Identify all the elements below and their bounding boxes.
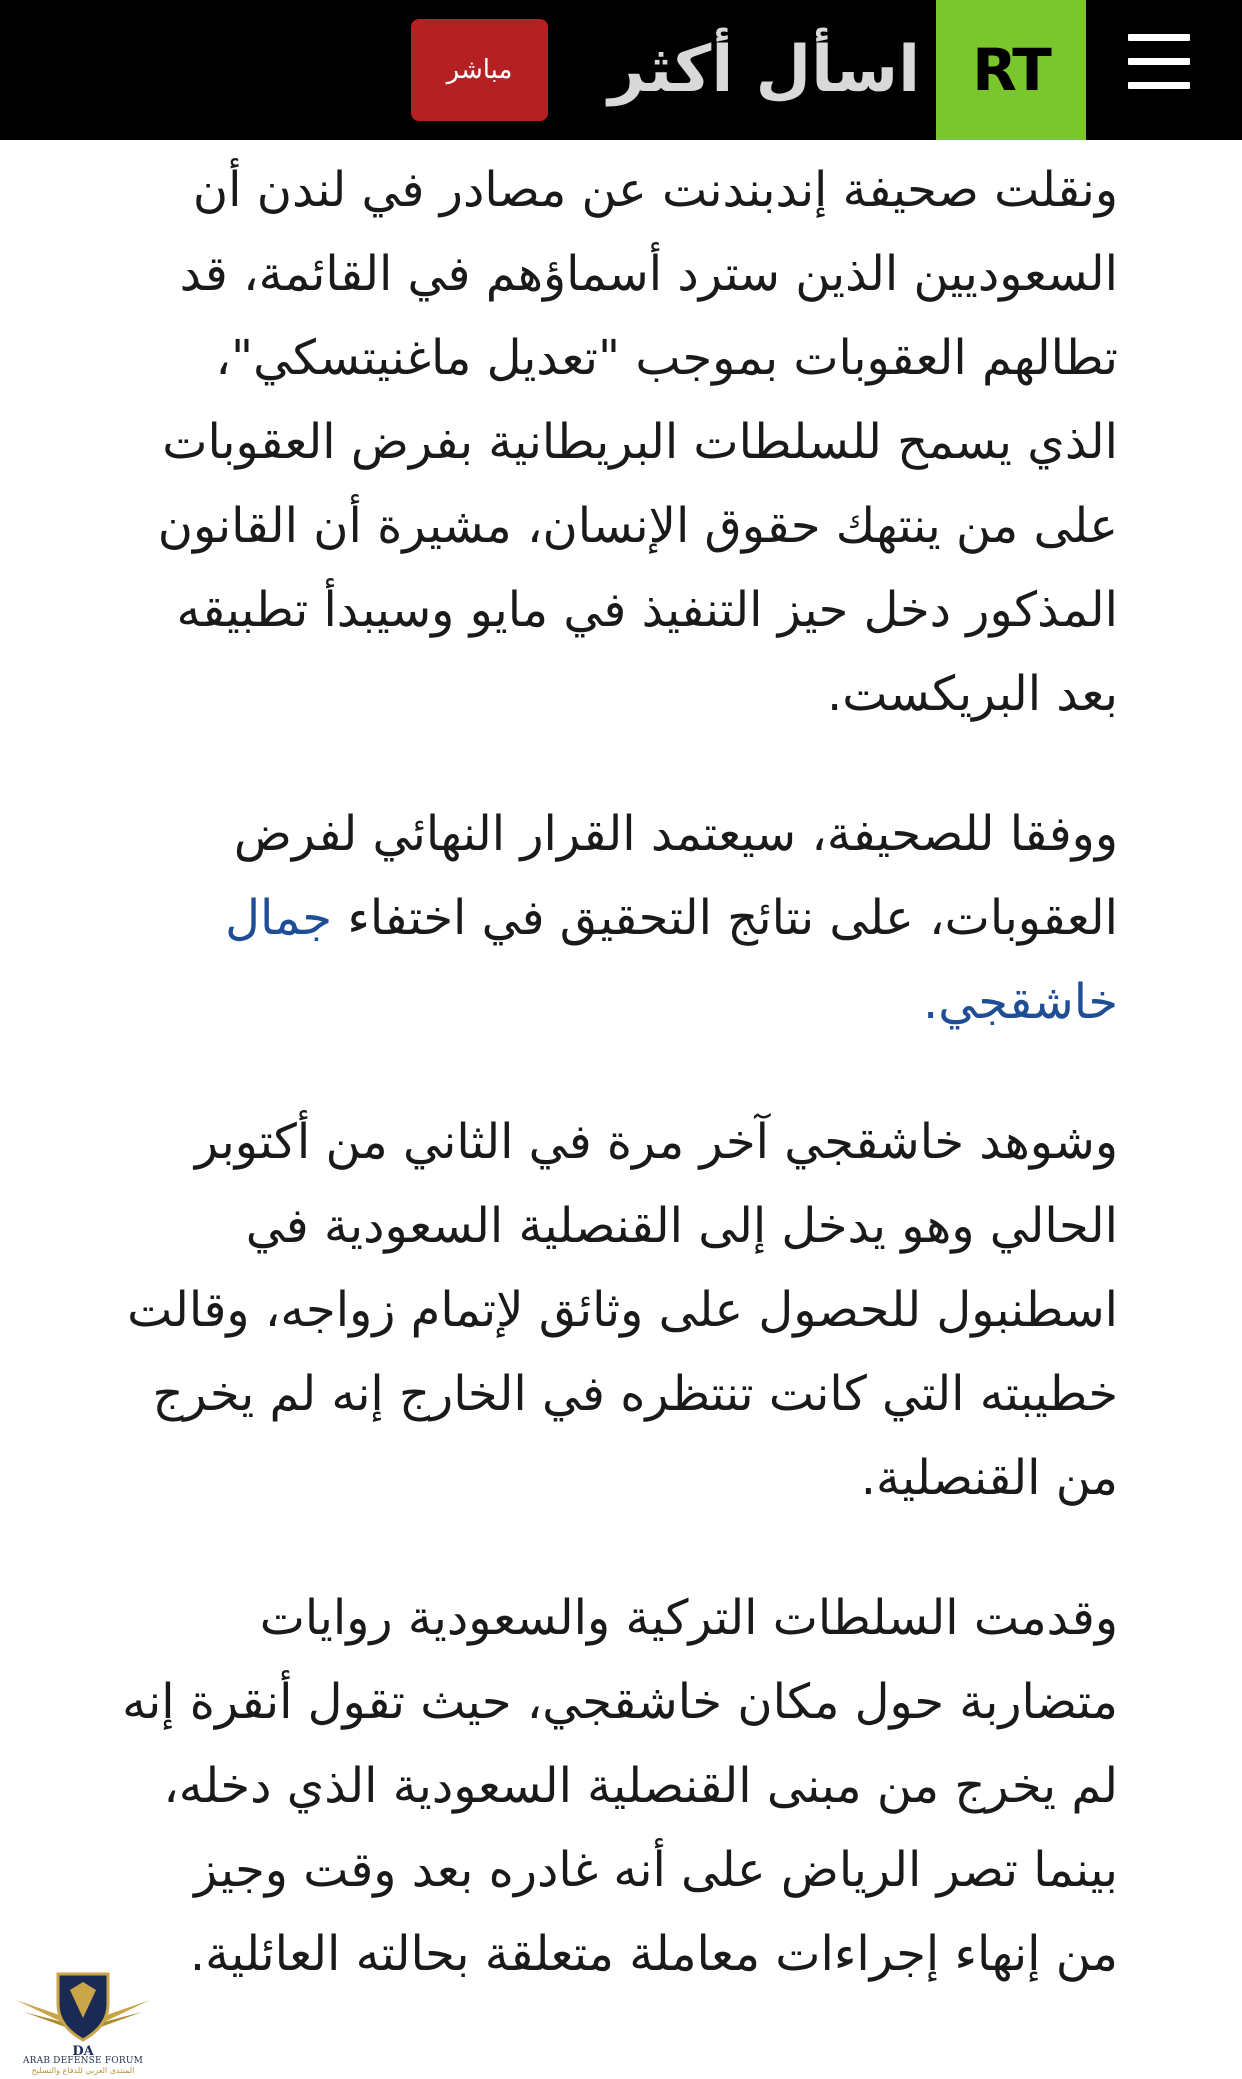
forum-emblem-icon — [8, 1960, 158, 2060]
hamburger-menu-icon — [1128, 58, 1190, 65]
paragraph-2-text: ووفقا للصحيفة، سيعتمد القرار النهائي لفرض العقوبات، على نتائج التحقيق في اختفاء — [233, 806, 1118, 946]
menu-button[interactable] — [1128, 34, 1192, 90]
forum-mark-text: DA — [72, 2044, 94, 2059]
rt-logo[interactable] — [936, 0, 1086, 140]
hamburger-menu-icon — [1128, 82, 1190, 89]
forum-watermark — [8, 1960, 158, 2076]
paragraph-1: ونقلت صحيفة إندبندنت عن مصادر في لندن أن السعوديين الذين سترد أسماؤهم في القائمة، قد تطالهم العقوبات بموجب "تعديل ماغنيتسكي"، الذي يسمح للسلطات البريطانية بفرض العقوبات على من ينتهك حقوق الإنسان، مشيرة أن القانون المذكور دخل حيز التنفيذ في مايو وسيبدأ تطبيقه بعد البريكست. — [157, 162, 1118, 722]
rt-logo-text: RT — [972, 36, 1050, 104]
hamburger-menu-icon — [1128, 34, 1190, 41]
paragraph-2 — [120, 792, 1118, 1044]
paragraph-4: وقدمت السلطات التركية والسعودية روايات متضاربة حول مكان خاشقجي، حيث تقول أنقرة إنه لم يخرج من مبنى القنصلية السعودية الذي دخله، بينما تصر الرياض على أنه غادره بعد وقت وجيز من إنهاء إجراءات معاملة متعلقة بحالته العائلية. — [122, 1590, 1118, 1982]
paragraph-2-end: . — [922, 974, 939, 1030]
tagline: اسأل أكثر — [608, 33, 920, 107]
paragraph-3: وشوهد خاشقجي آخر مرة في الثاني من أكتوبر الحالي وهو يدخل إلى القنصلية السعودية في اسطنبول للحصول على وثائق لإتمام زواجه، وقالت خطيبته التي كانت تنتظره في الخارج إنه لم يخرج من القنصلية. — [127, 1114, 1118, 1506]
top-bar — [0, 0, 1242, 140]
forum-caption-arabic: المنتدى العربي للدفاع والتسليح — [31, 2066, 135, 2075]
live-button[interactable]: مباشر — [411, 19, 548, 121]
khashoggi-link[interactable]: جمال خاشقجي — [225, 890, 1118, 1030]
forum-caption: ARAB DEFENSE FORUM — [22, 2056, 144, 2066]
article-body — [120, 148, 1118, 2052]
